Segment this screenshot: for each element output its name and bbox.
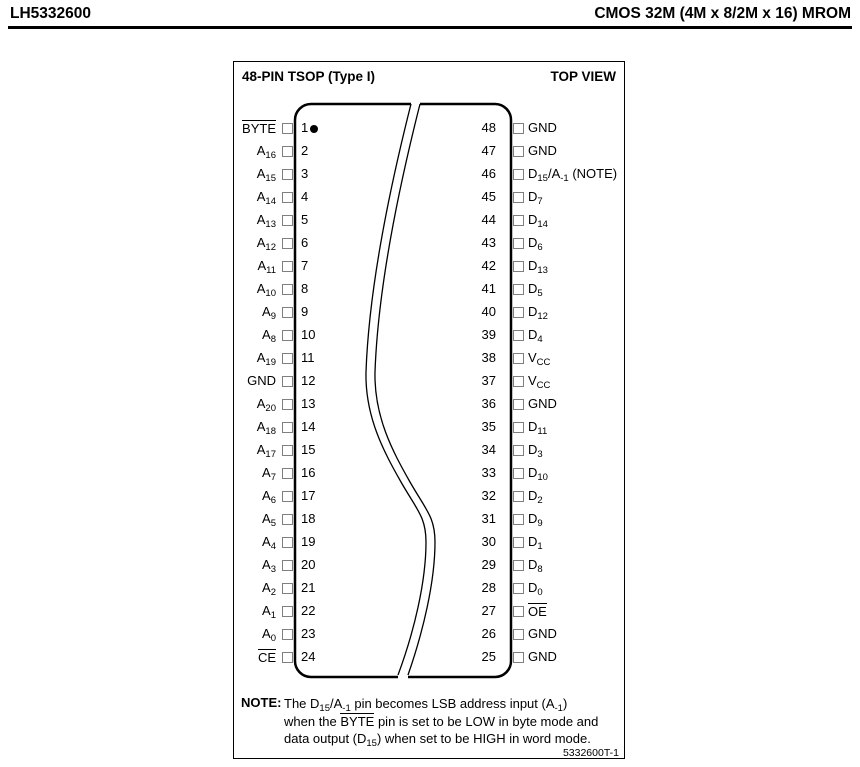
pin-label-right: $D_{12}$	[528, 304, 548, 322]
package-label: 48-PIN TSOP (Type I)	[242, 69, 376, 84]
pin-number-right: 34	[481, 442, 496, 457]
pin-number-left: 19	[301, 534, 316, 549]
pin-number-right: 32	[481, 488, 496, 503]
pin-label-left: $A_{14}$	[256, 189, 276, 207]
pin-label-right: $V_{CC}$	[528, 350, 551, 368]
pin-number-right: 37	[481, 373, 496, 388]
pin-label-right: $D_{15}/A_{-1}$ (NOTE)	[528, 166, 618, 184]
pin-square	[282, 583, 293, 594]
pin-number-left: 14	[301, 419, 316, 434]
pin-label-left: $A_1$	[262, 603, 276, 621]
pin-number-left: 7	[301, 258, 309, 273]
pin-label-left: $A_{20}$	[256, 396, 276, 414]
pin-number-right: 48	[481, 120, 496, 135]
pin-square	[282, 491, 293, 502]
pin-number-right: 25	[481, 649, 496, 664]
pin-square	[513, 123, 524, 134]
pin-number-left: 20	[301, 557, 316, 572]
top-view-label: TOP VIEW	[550, 69, 616, 84]
pin-square	[513, 583, 524, 594]
pin-label-right: $D_4$	[528, 327, 543, 345]
pin-number-right: 43	[481, 235, 496, 250]
pin-square	[513, 652, 524, 663]
pin-number-left: 24	[301, 649, 316, 664]
pin-label-right: $D_0$	[528, 580, 543, 598]
pin-square	[282, 606, 293, 617]
pin-square	[513, 169, 524, 180]
note-heading: NOTE:	[241, 695, 282, 710]
pin-square	[513, 146, 524, 157]
pin-label-left: $A_7$	[262, 465, 276, 483]
pin-label-left: CE	[257, 650, 276, 665]
pin-label-left: $A_4$	[262, 534, 276, 552]
pin-square	[513, 491, 524, 502]
pin-number-left: 8	[301, 281, 309, 296]
pin-square	[513, 445, 524, 456]
pin-square	[513, 468, 524, 479]
pin-square	[513, 376, 524, 387]
pin-square	[282, 146, 293, 157]
figure-code: 5332600T-1	[562, 747, 619, 759]
pin-square	[282, 261, 293, 272]
pin1-indicator-dot	[310, 125, 318, 133]
pin-square	[282, 376, 293, 387]
note-line: The $D_{15}/A_{-1}$ pin becomes LSB address input $(A_{-1})$	[284, 696, 568, 714]
pin-label-right: $D_{14}$	[528, 212, 548, 230]
pin-square	[513, 399, 524, 410]
pin-label-left: $A_5$	[262, 511, 276, 529]
pin-square	[282, 307, 293, 318]
pins-layer	[234, 62, 624, 758]
pin-square	[513, 261, 524, 272]
pin-label-left: $A_{19}$	[256, 350, 276, 368]
pin-number-left: 13	[301, 396, 316, 411]
pin-number-right: 46	[481, 166, 496, 181]
pin-label-right: $D_1$	[528, 534, 543, 552]
pin-square	[282, 215, 293, 226]
header-rule	[8, 26, 852, 29]
pin-number-right: 29	[481, 557, 496, 572]
pin-square	[513, 215, 524, 226]
pin-number-right: 38	[481, 350, 496, 365]
pin-square	[513, 192, 524, 203]
pin-number-left: 22	[301, 603, 316, 618]
note-text	[284, 695, 598, 748]
pin-number-right: 36	[481, 396, 496, 411]
pin-label-right: GND	[528, 143, 557, 158]
pin-square	[282, 514, 293, 525]
pin-number-left: 10	[301, 327, 316, 342]
pin-number-right: 30	[481, 534, 496, 549]
pin-square	[282, 652, 293, 663]
pin-square	[513, 330, 524, 341]
pin-label-right: $D_2$	[528, 488, 543, 506]
pin-label-right: OE	[528, 604, 547, 619]
note-line: data output $(D_{15})$ when set to be HIGH in word mode.	[284, 731, 591, 749]
pin-square	[282, 537, 293, 548]
pin-number-right: 40	[481, 304, 496, 319]
pin-square	[282, 560, 293, 571]
pin-label-left: $A_{13}$	[256, 212, 276, 230]
pin-number-left: 12	[301, 373, 316, 388]
pinout-figure-frame	[233, 61, 625, 759]
pin-number-left: 23	[301, 626, 316, 641]
pin-number-right: 47	[481, 143, 496, 158]
pin-square	[513, 353, 524, 364]
pin-square	[282, 123, 293, 134]
pin-square	[282, 422, 293, 433]
pin-label-right: $D_6$	[528, 235, 543, 253]
pin-number-right: 31	[481, 511, 496, 526]
pin-number-right: 42	[481, 258, 496, 273]
pin-label-left: $A_2$	[262, 580, 276, 598]
pin-label-right: $D_{13}$	[528, 258, 548, 276]
pin-number-left: 18	[301, 511, 316, 526]
pin-label-left: $A_{10}$	[256, 281, 276, 299]
pin-label-left: $A_{15}$	[256, 166, 276, 184]
pin-number-right: 39	[481, 327, 496, 342]
pin-number-right: 33	[481, 465, 496, 480]
pin-number-left: 17	[301, 488, 316, 503]
pin-label-left: $A_0$	[262, 626, 276, 644]
pin-label-left: $A_{16}$	[256, 143, 276, 161]
pin-square	[513, 629, 524, 640]
pin-label-left: $A_3$	[262, 557, 276, 575]
pin-number-right: 27	[481, 603, 496, 618]
pin-label-left: $A_6$	[262, 488, 276, 506]
pin-number-left: 1	[301, 120, 309, 135]
pin-square	[513, 284, 524, 295]
pin-label-left: $A_8$	[262, 327, 276, 345]
pin-number-left: 5	[301, 212, 309, 227]
pin-label-left: $A_{12}$	[256, 235, 276, 253]
pin-square	[513, 606, 524, 617]
pin-number-left: 6	[301, 235, 309, 250]
pin-number-left: 2	[301, 143, 309, 158]
pin-label-right: $D_9$	[528, 511, 543, 529]
note-line: when the BYTE pin is set to be LOW in byte mode and	[284, 713, 599, 729]
document-part-number: LH5332600	[10, 5, 92, 22]
pin-number-left: 3	[301, 166, 309, 181]
pin-square	[513, 560, 524, 571]
pin-square	[282, 353, 293, 364]
pin-square	[282, 192, 293, 203]
pin-square	[513, 422, 524, 433]
pin-label-right: GND	[528, 396, 557, 411]
pin-number-left: 9	[301, 304, 309, 319]
pin-label-right: $D_3$	[528, 442, 543, 460]
pin-number-right: 44	[481, 212, 496, 227]
pin-number-left: 4	[301, 189, 309, 204]
pin-number-right: 41	[481, 281, 496, 296]
pin-square	[282, 284, 293, 295]
pin-label-right: GND	[528, 626, 557, 641]
pin-square	[513, 537, 524, 548]
pin-square	[282, 629, 293, 640]
pin-square	[282, 399, 293, 410]
pin-label-left: $A_{17}$	[256, 442, 276, 460]
pin-number-left: 21	[301, 580, 316, 595]
pin-number-left: 11	[301, 350, 315, 365]
pin-label-left: $A_{11}$	[257, 258, 276, 276]
pin-label-right: GND	[528, 649, 557, 664]
pin-number-left: 16	[301, 465, 316, 480]
pin-square	[513, 238, 524, 249]
pin-square	[513, 307, 524, 318]
pin-number-right: 45	[481, 189, 496, 204]
pin-label-right: $D_8$	[528, 557, 543, 575]
pin-label-left: BYTE	[242, 121, 276, 136]
pin-square	[282, 330, 293, 341]
pin-number-right: 35	[481, 419, 496, 434]
pin-label-left: GND	[247, 373, 276, 388]
pin-square	[282, 238, 293, 249]
pin-square	[282, 445, 293, 456]
pin-label-right: $V_{CC}$	[528, 373, 551, 391]
pin-square	[282, 468, 293, 479]
pin-label-right: $D_{11}$	[528, 419, 548, 437]
pin-square	[513, 514, 524, 525]
pin-label-left: $A_{18}$	[256, 419, 276, 437]
pin-number-right: 28	[481, 580, 496, 595]
pin-label-left: $A_9$	[262, 304, 276, 322]
pin-number-left: 15	[301, 442, 316, 457]
pin-number-right: 26	[481, 626, 496, 641]
pin-square	[282, 169, 293, 180]
pin-label-right: GND	[528, 120, 557, 135]
pin-label-right: $D_5$	[528, 281, 543, 299]
pin-label-right: $D_{10}$	[528, 465, 548, 483]
document-title: CMOS 32M (4M x 8/2M x 16) MROM	[594, 5, 851, 22]
pin-label-right: $D_7$	[528, 189, 543, 207]
